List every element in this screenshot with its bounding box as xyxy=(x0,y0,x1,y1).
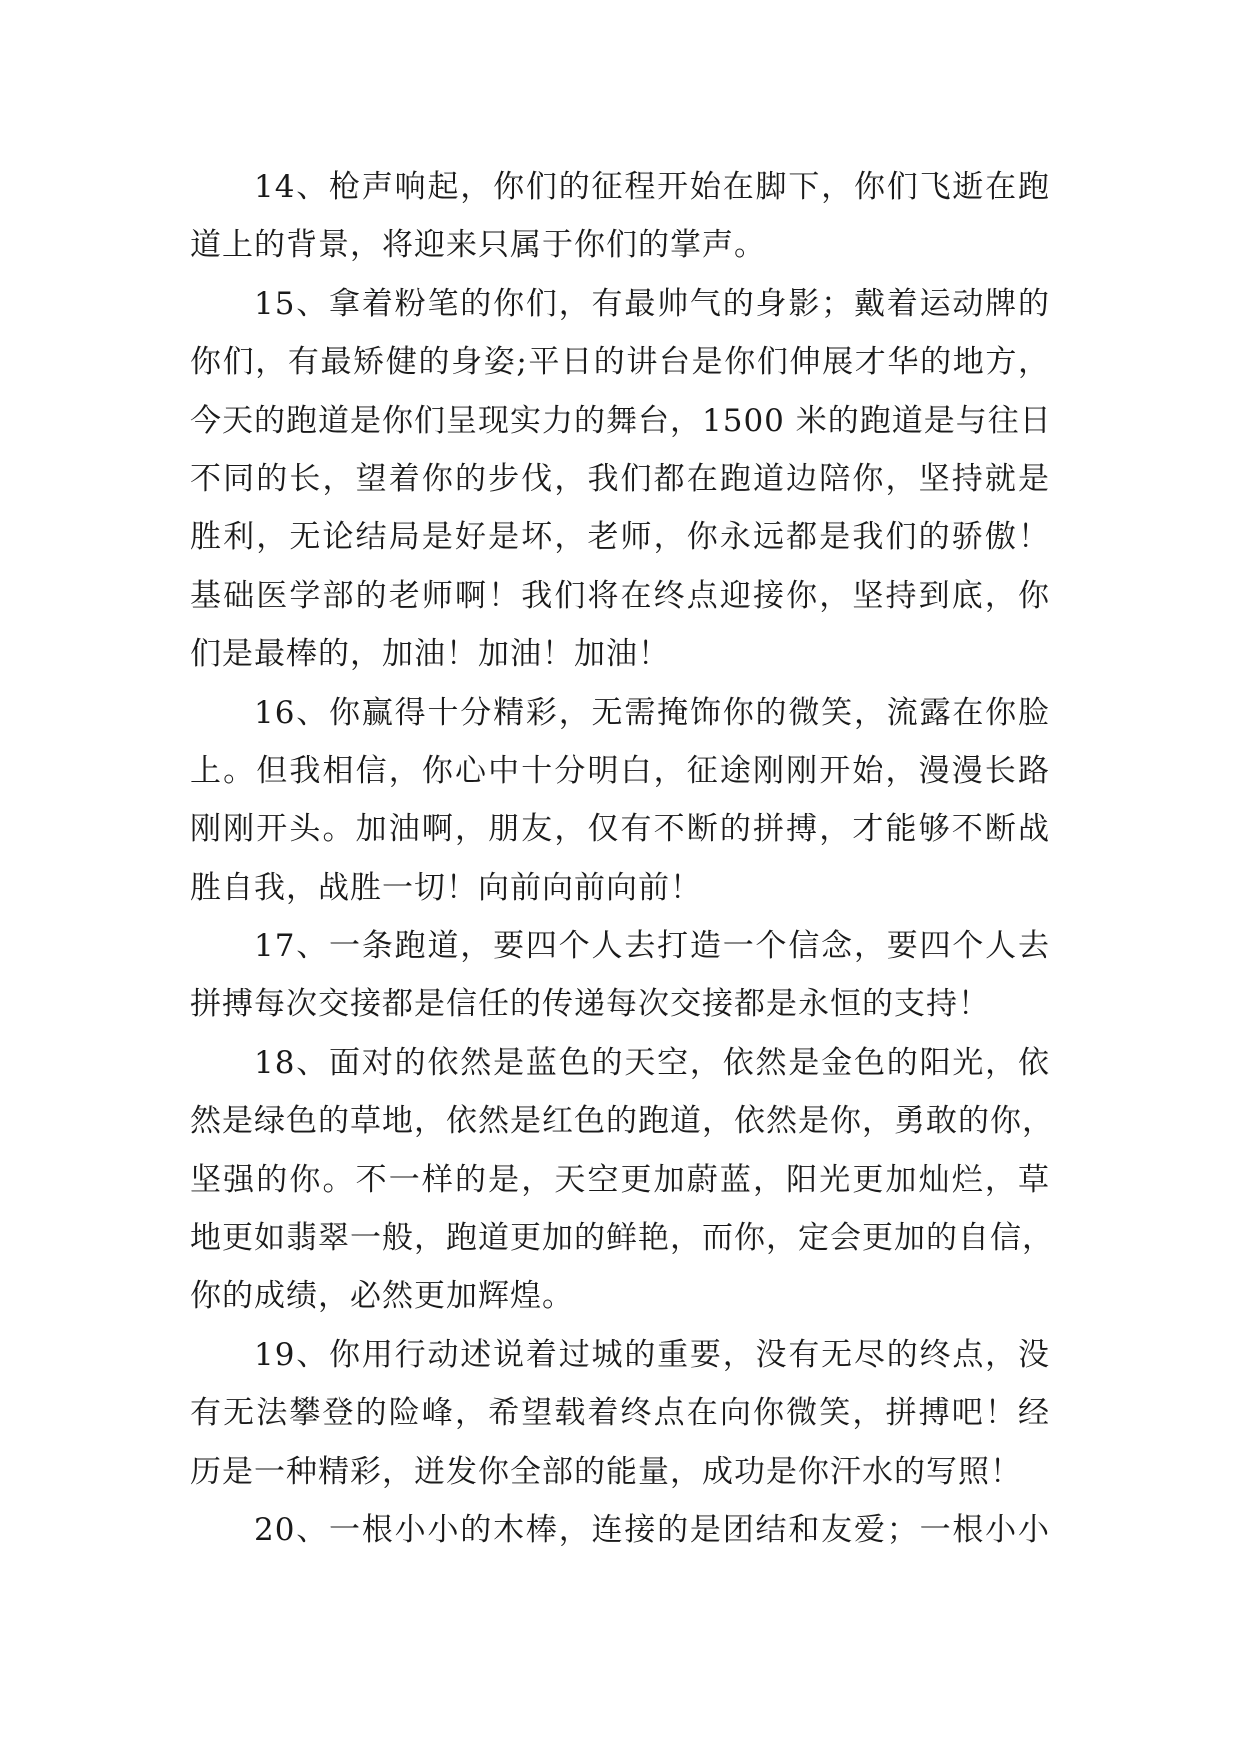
paragraph-line: 你的成绩，必然更加辉煌。 xyxy=(190,1278,574,1315)
paragraph-line: 上。但我相信，你心中十分明白，征途刚刚开始，漫漫长路 xyxy=(190,752,1050,789)
paragraph-line: 刚刚开头。加油啊，朋友，仅有不断的拼搏，才能够不断战 xyxy=(190,811,1050,848)
paragraph-first-line: 17、一条跑道，要四个人去打造一个信念，要四个人去 xyxy=(254,928,1050,965)
paragraph-line: 拼搏每次交接都是信任的传递每次交接都是永恒的支持！ xyxy=(190,986,990,1023)
paragraph-line: 胜利，无论结局是好是坏，老师，你永远都是我们的骄傲！ xyxy=(190,519,1050,556)
paragraph-line: 今天的跑道是你们呈现实力的舞台，1500 米的跑道是与往日 xyxy=(190,402,1052,439)
paragraph-first-line: 18、面对的依然是蓝色的天空，依然是金色的阳光，依 xyxy=(254,1044,1050,1081)
paragraph-line: 有无法攀登的险峰，希望载着终点在向你微笑，拼搏吧！经 xyxy=(190,1395,1050,1432)
paragraph-line: 们是最棒的，加油！加油！加油！ xyxy=(190,636,670,673)
paragraph-line: 胜自我，战胜一切！向前向前向前！ xyxy=(190,869,702,906)
paragraph-line: 地更如翡翠一般，跑道更加的鲜艳，而你，定会更加的自信， xyxy=(190,1220,1054,1257)
paragraph-first-line: 16、你赢得十分精彩，无需掩饰你的微笑，流露在你脸 xyxy=(254,694,1050,731)
paragraph-first-line: 15、拿着粉笔的你们，有最帅气的身影；戴着运动牌的 xyxy=(254,285,1050,322)
paragraph-first-line: 14、枪声响起，你们的征程开始在脚下，你们飞逝在跑 xyxy=(254,169,1050,205)
document-body xyxy=(190,158,1054,1559)
paragraph-line: 你们，有最矫健的身姿;平日的讲台是你们伸展才华的地方， xyxy=(190,344,1050,381)
paragraph-line: 历是一种精彩，迸发你全部的能量，成功是你汗水的写照！ xyxy=(190,1453,1022,1490)
paragraph-first-line: 20、一根小小的木棒，连接的是团结和友爱；一根小小 xyxy=(254,1511,1050,1548)
paragraph-line: 坚强的你。不一样的是，天空更加蔚蓝，阳光更加灿烂，草 xyxy=(190,1161,1050,1198)
paragraph-line: 道上的背景，将迎来只属于你们的掌声。 xyxy=(190,227,766,264)
paragraph-line: 不同的长，望着你的步伐，我们都在跑道边陪你，坚持就是 xyxy=(190,460,1050,497)
paragraph-first-line: 19、你用行动述说着过城的重要，没有无尽的终点，没 xyxy=(254,1336,1050,1373)
paragraph-line: 基础医学部的老师啊！我们将在终点迎接你，坚持到底，你 xyxy=(190,577,1050,614)
paragraph-line: 然是绿色的草地，依然是红色的跑道，依然是你，勇敢的你， xyxy=(190,1103,1054,1140)
